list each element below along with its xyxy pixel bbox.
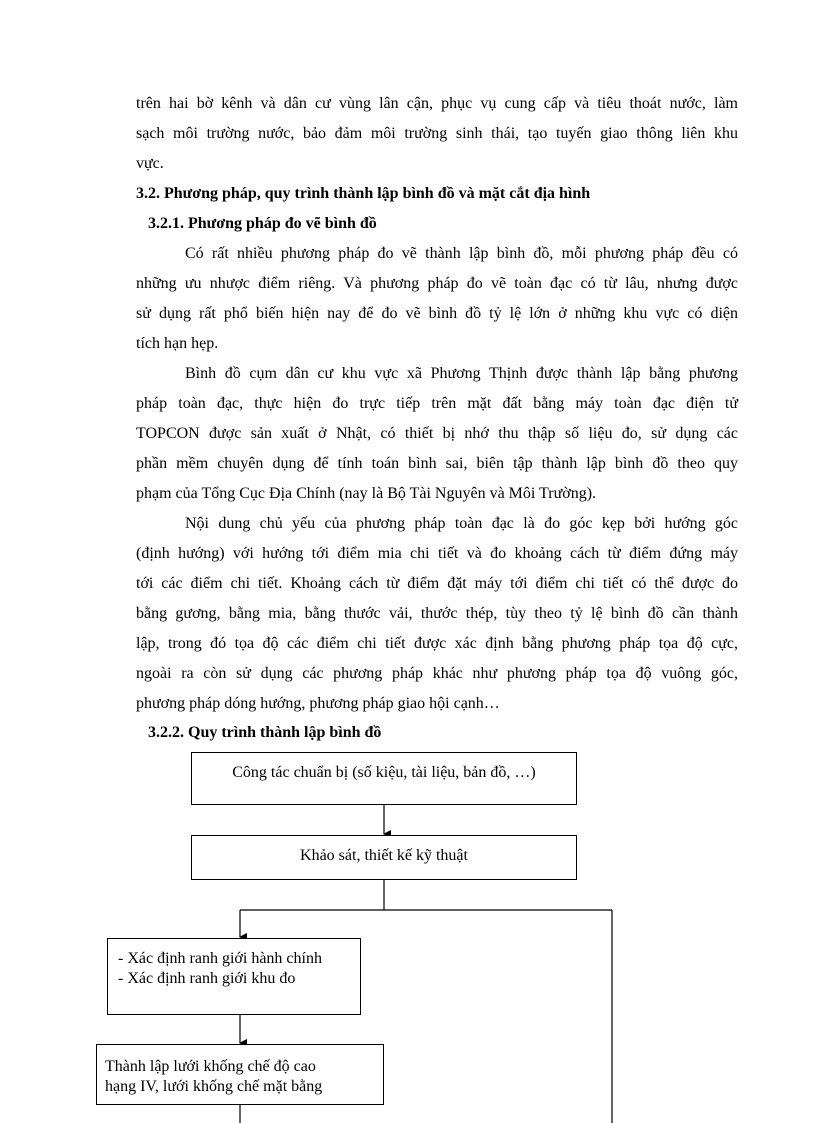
para1-line-3: sử dụng rất phổ biến hiện nay để đo vẽ bình đồ tỷ lệ lớn ở những khu vực có diện: [136, 305, 738, 322]
flow-box-control-network-line-1: Thành lập lưới khống chế độ cao: [105, 1058, 316, 1075]
para3-line-7: phương pháp dóng hướng, phương pháp giao hội cạnh…: [136, 695, 500, 712]
section-heading-3-2-2: 3.2.2. Quy trình thành lập bình đồ: [148, 724, 382, 741]
section-heading-3-2-1: 3.2.1. Phương pháp đo vẽ bình đồ: [148, 215, 377, 232]
flow-box-control-network: [96, 1044, 384, 1105]
section-heading-3-2: 3.2. Phương pháp, quy trình thành lập bình đồ và mặt cắt địa hình: [136, 185, 591, 202]
para3-line-6: ngoài ra còn sử dụng các phương pháp khác như phương pháp tọa độ vuông góc,: [136, 665, 738, 682]
flow-box-survey-design-label: Khảo sát, thiết kế kỹ thuật: [300, 847, 468, 864]
flow-box-boundaries-line-2: - Xác định ranh giới khu đo: [118, 970, 296, 987]
para3-line-1: Nội dung chủ yếu của phương pháp toàn đạc là đo góc kẹp bởi hướng góc: [185, 515, 738, 532]
para2-line-1: Bình đồ cụm dân cư khu vực xã Phương Thịnh được thành lập bằng phương: [185, 365, 738, 382]
para3-line-3: tới các điểm chi tiết. Khoảng cách từ điểm đặt máy tới điểm chi tiết có thể được đo: [136, 575, 738, 592]
flow-box-control-network-line-2: hạng IV, lưới khống chế mặt bằng: [105, 1078, 323, 1095]
intro-line-2: sạch môi trường nước, bảo đảm môi trường sinh thái, tạo tuyến giao thông liên khu: [136, 125, 738, 142]
para2-line-4: phần mềm chuyên dụng để tính toán bình sai, biên tập thành lập bình đồ theo quy: [136, 455, 738, 472]
para1-line-1: Có rất nhiều phương pháp đo vẽ thành lập bình đồ, mỗi phương pháp đều có: [185, 245, 738, 262]
para2-line-2: pháp toàn đạc, thực hiện đo trực tiếp trên mặt đất bằng máy toàn đạc điện tử: [136, 395, 738, 412]
flow-box-boundaries: [107, 938, 361, 1015]
para3-line-5: lập, trong đó tọa độ các điểm chi tiết được xác định bằng phương pháp tọa độ cực,: [136, 635, 738, 652]
para3-line-4: bằng gương, bằng mia, bằng thước vải, thước thép, tùy theo tỷ lệ bình đồ cần thành: [136, 605, 738, 622]
flow-box-boundaries-line-1: - Xác định ranh giới hành chính: [118, 950, 322, 967]
intro-line-1: trên hai bờ kênh và dân cư vùng lân cận, phục vụ cung cấp và tiêu thoát nước, làm: [136, 95, 738, 112]
para3-line-2: (định hướng) với hướng tới điểm mia chi tiết và đo khoảng cách từ điểm đứng máy: [136, 545, 738, 562]
intro-line-3: vực.: [136, 155, 164, 172]
flow-box-survey-design: [191, 835, 577, 880]
flow-box-preparation-label: Công tác chuẩn bị (số kiệu, tài liệu, bản đồ, …): [232, 764, 536, 781]
para1-line-4: tích hạn hẹp.: [136, 335, 219, 352]
flow-box-preparation: [191, 752, 577, 805]
para2-line-5: phạm của Tổng Cục Địa Chính (nay là Bộ Tài Nguyên và Môi Trường).: [136, 485, 597, 502]
para1-line-2: những ưu nhược điểm riêng. Và phương pháp đo vẽ toàn đạc có từ lâu, nhưng được: [136, 275, 738, 292]
para2-line-3: TOPCON được sản xuất ở Nhật, có thiết bị nhớ thu thập số liệu đo, sử dụng các: [136, 425, 738, 442]
